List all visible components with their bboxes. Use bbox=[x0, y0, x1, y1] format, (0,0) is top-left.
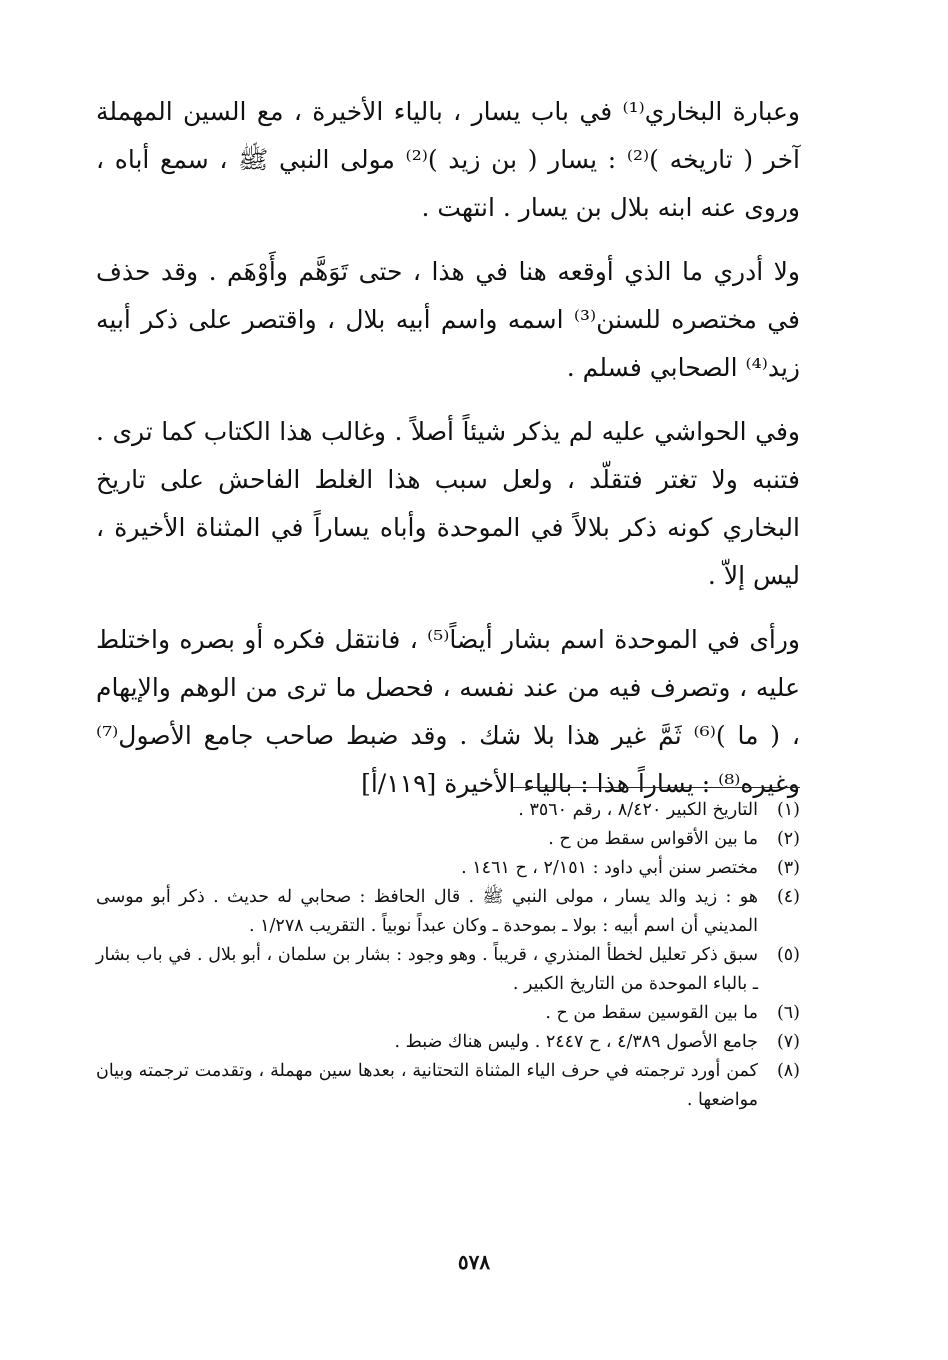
footnote-6 bbox=[96, 999, 800, 1028]
main-text bbox=[96, 88, 800, 824]
footnotes bbox=[96, 796, 800, 1115]
paragraph-2: ولا أدري ما الذي أوقعه هنا في هذا ، حتى تَوَهَّم وأَوْهَم . وقد حذف في مختصره للسنن⁽³⁾ اسمه واسم أبيه بلال ، واقتصر على ذكر أبيه زيد⁽⁴⁾ الصحابي فسلم . bbox=[96, 257, 800, 382]
footnote-5 bbox=[96, 941, 800, 999]
footnote-1 bbox=[96, 796, 800, 825]
footnote-number: (٧) bbox=[776, 1032, 800, 1052]
footnote-separator bbox=[511, 787, 800, 788]
footnote-text: ما بين الأقواس سقط من ح . bbox=[548, 829, 758, 849]
footnote-text: التاريخ الكبير ٨/٤٢٠ ، رقم ٣٥٦٠ . bbox=[518, 800, 758, 820]
paragraph-1: وعبارة البخاري⁽¹⁾ في باب يسار ، بالياء الأخيرة ، مع السين المهملة آخر ( تاريخه )⁽²⁾ : يسار ( بن زيد )⁽²⁾ مولى النبي ﷺ ، سمع أباه ، وروى عنه ابنه بلال بن يسار . انتهت . bbox=[96, 97, 801, 222]
footnote-number: (٨) bbox=[776, 1061, 800, 1081]
page-number: ٥٧٨ bbox=[457, 1250, 491, 1274]
footnote-text: سبق ذكر تعليل لخطأ المنذري ، قريباً . وهو وجود : بشار بن سلمان ، أبو بلال . في باب بشار ـ بالباء الموحدة من التاريخ الكبير . bbox=[96, 945, 758, 994]
footnote-text: ما بين القوسين سقط من ح . bbox=[545, 1003, 758, 1023]
footnote-2 bbox=[96, 825, 800, 854]
footnote-text: كمن أورد ترجمته في حرف الياء المثناة التحتانية ، بعدها سين مهملة ، وتقدمت ترجمته وبيان مواضعها . bbox=[96, 1061, 758, 1110]
footnote-text: هو : زيد والد يسار ، مولى النبي ﷺ . قال الحافظ : صحابي له حديث . ذكر أبو موسى المديني أن اسم أبيه : بولا ـ بموحدة ـ وكان عبداً نوبياً . التقريب ١/٢٧٨ . bbox=[96, 887, 758, 936]
footnote-number: (٤) bbox=[776, 887, 800, 907]
paragraph-3: وفي الحواشي عليه لم يذكر شيئاً أصلاً . وغالب هذا الكتاب كما ترى . فتنبه ولا تغتر فتقلّد ، ولعل سبب هذا الغلط الفاحش على تاريخ البخاري كونه ذكر بلالاً في الموحدة وأباه يساراً في المثناة الأخيرة ، ليس إلاّ . bbox=[96, 417, 800, 590]
footnote-4 bbox=[96, 883, 800, 941]
footnote-number: (٣) bbox=[776, 858, 800, 878]
footnote-3 bbox=[96, 854, 800, 883]
footnote-8 bbox=[96, 1057, 800, 1115]
footnote-number: (٥) bbox=[776, 945, 800, 965]
footnote-7 bbox=[96, 1028, 800, 1057]
footnote-number: (٢) bbox=[776, 829, 800, 849]
paragraph-4: ورأى في الموحدة اسم بشار أيضاً⁽⁵⁾ ، فانتقل فكره أو بصره واختلط عليه ، وتصرف فيه من عند نفسه ، فحصل ما ترى من الوهم والإيهام ، ( ما )⁽⁶⁾ ثَمَّ غير هذا بلا شك . وقد ضبط صاحب جامع الأصول⁽⁷⁾ وغيره⁽⁸⁾ : يساراً هذا : بالياء الأخيرة [١١٩/أ] bbox=[96, 625, 800, 798]
footnote-text: مختصر سنن أبي داود : ٢/١٥١ ، ح ١٤٦١ . bbox=[461, 858, 758, 878]
footnote-text: جامع الأصول ٤/٣٨٩ ، ح ٢٤٤٧ . وليس هناك ضبط . bbox=[394, 1032, 758, 1052]
footnote-number: (١) bbox=[776, 800, 800, 820]
footnote-number: (٦) bbox=[776, 1003, 800, 1023]
